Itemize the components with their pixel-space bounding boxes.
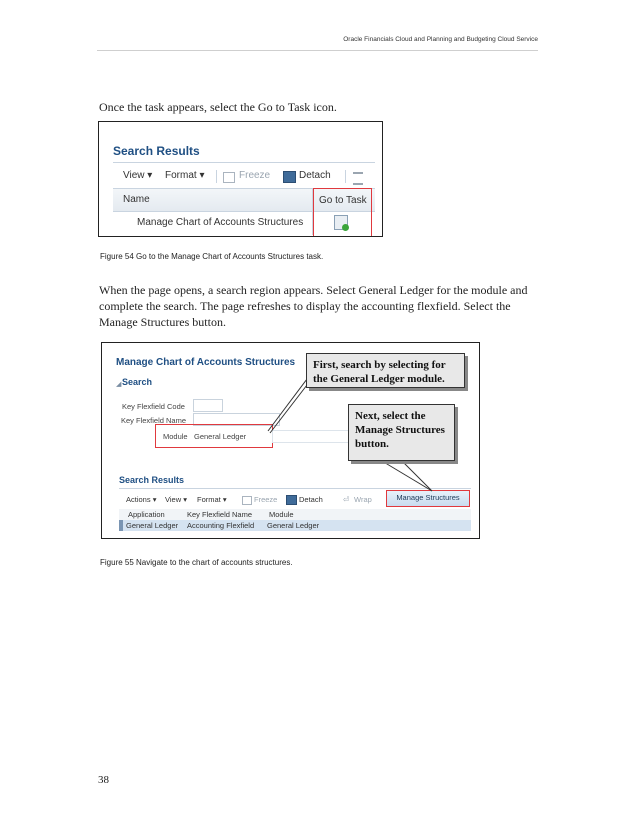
caret-down-icon: ▾: [183, 495, 187, 504]
wrap-button[interactable]: Wrap: [354, 495, 372, 504]
callout-search-module: First, search by selecting for the General Ledger module.: [306, 353, 465, 388]
figure-55-screenshot: [101, 342, 480, 539]
page-number: 38: [98, 774, 109, 786]
search-results-title: Search Results: [119, 475, 185, 485]
cell-key-flexfield-name: Accounting Flexfield: [187, 521, 255, 530]
format-menu[interactable]: Format ▾: [165, 170, 205, 181]
detach-button[interactable]: Detach: [299, 495, 323, 504]
manage-structures-button[interactable]: Manage Structures: [386, 490, 470, 507]
detach-icon: [283, 171, 296, 183]
column-header-name[interactable]: Name: [123, 194, 150, 205]
search-region-title: Search: [122, 377, 153, 387]
toolbar-separator: [345, 170, 346, 183]
table-row[interactable]: Manage Chart of Accounts Structures: [137, 217, 304, 228]
toolbar-separator: [216, 170, 217, 183]
module-select[interactable]: General Ledger: [194, 432, 247, 441]
freeze-icon: [223, 172, 235, 183]
running-header: Oracle Financials Cloud and Planning and Budgeting Cloud Service: [343, 36, 538, 43]
wrap-icon: ⏎: [343, 495, 350, 504]
format-menu[interactable]: Format ▾: [197, 495, 227, 504]
column-header-go-to-task[interactable]: Go to Task: [319, 195, 367, 206]
callout-pointer-1b: [268, 379, 307, 431]
column-header-key-flexfield-name[interactable]: Key Flexfield Name: [187, 510, 253, 519]
figure-55-caption: Figure 55 Navigate to the chart of accounts structures.: [100, 558, 293, 567]
title-divider: [113, 162, 375, 163]
collapse-triangle-icon[interactable]: ◢: [116, 380, 122, 388]
instruction-paragraph-1: Once the task appears, select the Go to Task icon.: [99, 100, 337, 114]
caret-down-icon: ▾: [199, 170, 205, 181]
header-rule: [97, 50, 538, 51]
wrap-icon[interactable]: [353, 172, 363, 185]
figure-54-screenshot: [98, 121, 383, 237]
key-flexfield-code-label: Key Flexfield Code: [122, 402, 185, 411]
callout-manage-structures: Next, select the Manage Structures button.: [348, 404, 455, 461]
caret-down-icon: ▾: [147, 170, 153, 181]
detach-button[interactable]: Detach: [299, 170, 331, 181]
figure-54-caption: Figure 54 Go to the Manage Chart of Accounts Structures task.: [100, 252, 324, 261]
search-results-title: Search Results: [113, 144, 200, 158]
cell-module: General Ledger: [267, 521, 320, 530]
callout-pointer-1: [270, 385, 307, 433]
cell-application: General Ledger: [126, 521, 179, 530]
column-header-application[interactable]: Application: [128, 510, 165, 519]
freeze-button[interactable]: Freeze: [254, 495, 278, 504]
page-title: Manage Chart of Accounts Structures: [116, 357, 296, 368]
view-menu[interactable]: View ▾: [165, 495, 187, 504]
instruction-paragraph-2: When the page opens, a search region appears. Select General Ledger for the module and complete the search. The page refreshes to display the accounting flexfield. Select the Manage Structures button.: [99, 283, 528, 329]
go-to-task-highlight: [313, 188, 372, 237]
module-label: Module: [163, 432, 188, 441]
caret-down-icon: ▾: [152, 495, 157, 504]
view-menu[interactable]: View ▾: [123, 170, 153, 181]
freeze-button[interactable]: Freeze: [239, 170, 271, 181]
actions-menu[interactable]: Actions ▾: [126, 495, 157, 504]
column-header-module[interactable]: Module: [269, 510, 294, 519]
key-flexfield-name-label: Key Flexfield Name: [121, 416, 187, 425]
caret-down-icon: ▾: [222, 495, 227, 504]
